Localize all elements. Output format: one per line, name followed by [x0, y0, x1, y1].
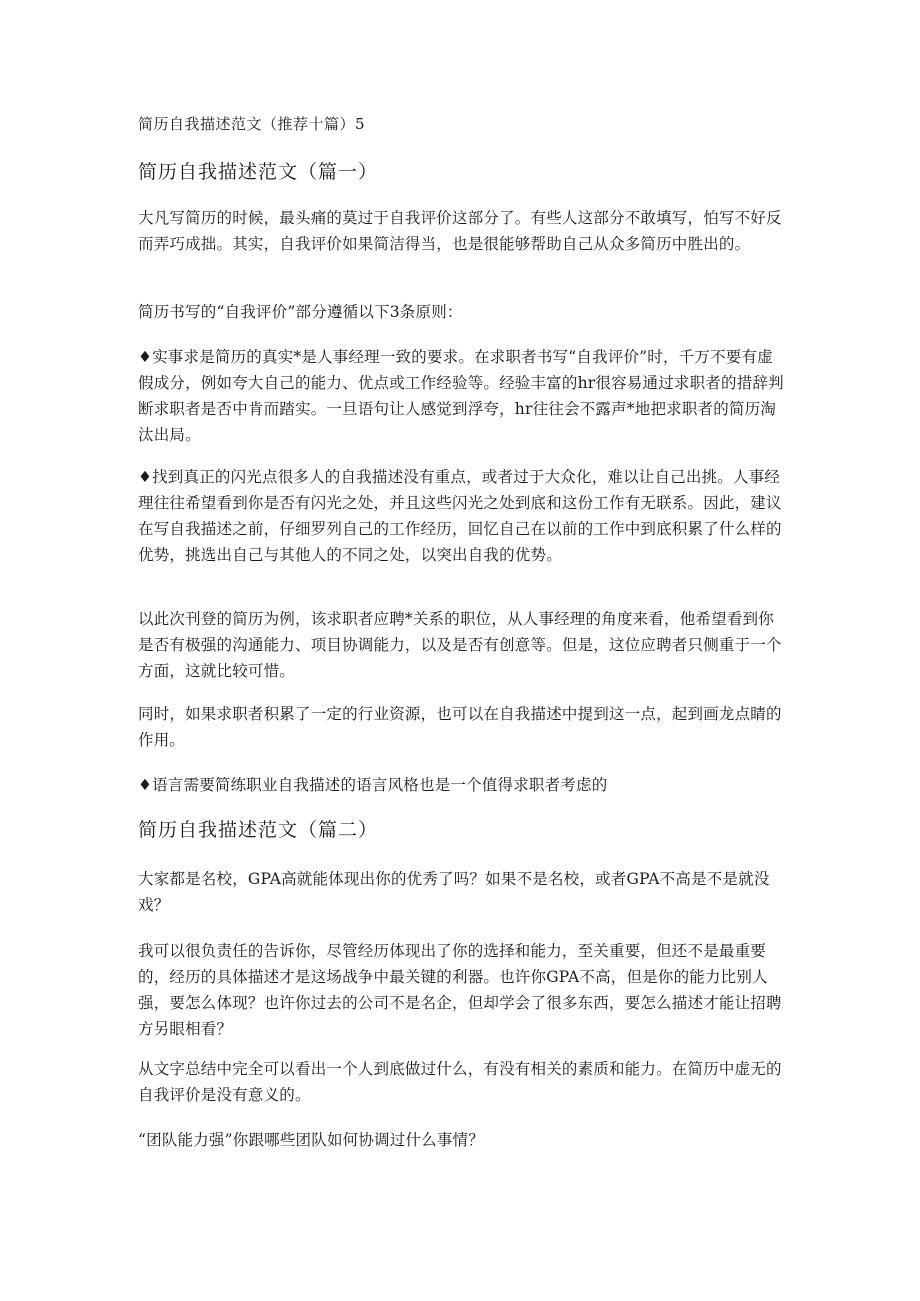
section-1-heading: 简历自我描述范文（篇一） — [138, 161, 379, 183]
section-1-paragraph-3: ♦实事求是简历的真实*是人事经理一致的要求。在求职者书写“自我评价”时，千万不要有虚假成分，例如夸大自己的能力、优点或工作经验等。经验丰富的hr很容易通过求职者的措辞判断求职者是否中肯而踏实。一旦语句让人感觉到浮夸，hr往往会不露声*地把求职者的简历淘汰出局。 — [138, 348, 784, 444]
section-1-paragraph-5: 以此次刊登的简历为例，该求职者应聘*关系的职位，从人事经理的角度来看，他希望看到你是否有极强的沟通能力、项目协调能力，以及是否有创意等。但是，这位应聘者只侧重于一个方面，这就比较可惜。 — [138, 610, 782, 680]
section-1-paragraph-2: 简历书写的“自我评价”部分遵循以下3条原则： — [138, 303, 463, 321]
document-title: 简历自我描述范文（推荐十篇）5 — [138, 115, 366, 133]
section-1-paragraph-7: ♦语言需要简练职业自我描述的语言风格也是一个值得求职者考虑的 — [138, 776, 608, 794]
section-2-paragraph-2: 我可以很负责任的告诉你，尽管经历体现出了你的选择和能力，至关重要，但还不是最重要的，经历的具体描述才是这场战争中最关键的利器。也许你GPA不高，但是你的能力比别人强，要怎么体现？也许你过去的公司不是名企，但却学会了很多东西，要怎么描述才能让招聘方另眼相看？ — [138, 942, 782, 1038]
section-2-heading: 简历自我描述范文（篇二） — [138, 819, 379, 841]
section-1-paragraph-1: 大凡写简历的时候，最头痛的莫过于自我评价这部分了。有些人这部分不敢填写，怕写不好反而弄巧成拙。其实，自我评价如果简洁得当，也是很能够帮助自己从众多简历中胜出的。 — [138, 209, 782, 253]
section-2-paragraph-3: 从文字总结中完全可以看出一个人到底做过什么，有没有相关的素质和能力。在简历中虚无的自我评价是没有意义的。 — [138, 1060, 782, 1104]
section-1-paragraph-6: 同时，如果求职者积累了一定的行业资源，也可以在自我描述中提到这一点，起到画龙点睛的作用。 — [138, 705, 782, 749]
section-1-paragraph-4: ♦找到真正的闪光点很多人的自我描述没有重点，或者过于大众化，难以让自己出挑。人事经理往往希望看到你是否有闪光之处，并且这些闪光之处到底和这份工作有无联系。因此，建议在写自我描述之前，仔细罗列自己的工作经历，回忆自己在以前的工作中到底积累了什么样的优势，挑选出自己与其他人的不同之处，以突出自我的优势。 — [138, 468, 782, 564]
section-2-paragraph-4: “团队能力强”你跟哪些团队如何协调过什么事情？ — [138, 1131, 484, 1149]
section-2-paragraph-1: 大家都是名校，GPA高就能体现出你的优秀了吗？如果不是名校，或者GPA不高是不是就没戏？ — [138, 870, 770, 914]
